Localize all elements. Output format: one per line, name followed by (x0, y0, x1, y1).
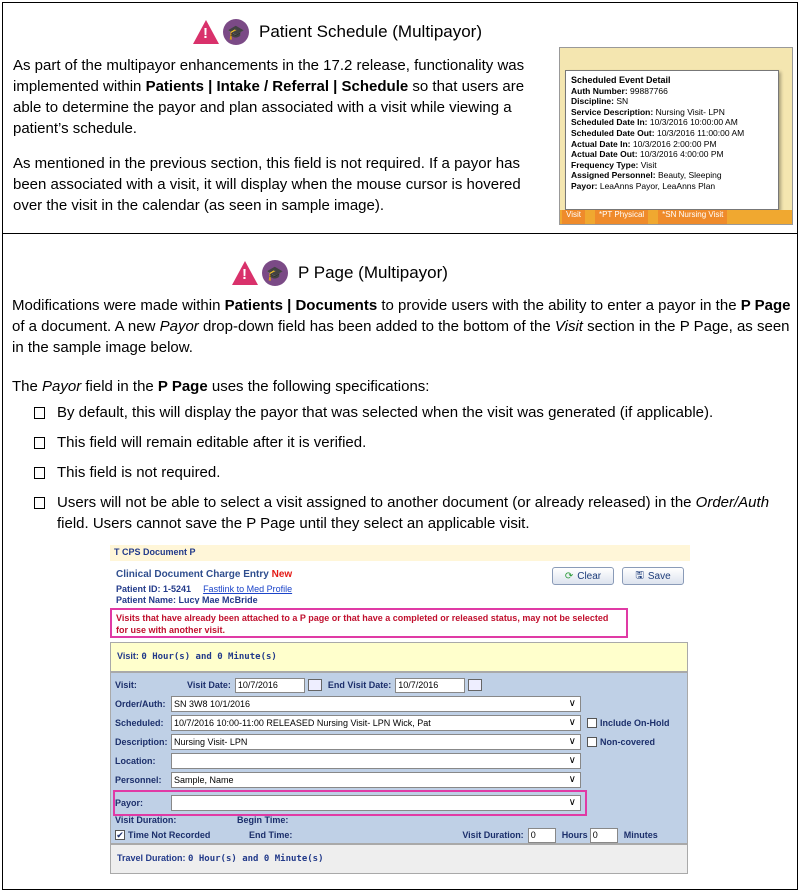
tooltip-row: Discipline: SN (571, 96, 629, 107)
section-title: Patient Schedule (Multipayor) (259, 22, 483, 41)
ppage-paragraph-1: Modifications were made within Patients | Documents to provide users with the ability to enter a payor in the P Page of a document. A new Payor drop-down field has been added to the bottom of the Visit section in the P Page, as seen in the sample image below. (12, 297, 791, 356)
graduation-cap-icon: 🎓 (223, 19, 249, 45)
schedule-tooltip-sample-image (559, 47, 793, 225)
tooltip-row: Scheduled Date In: 10/3/2016 10:00:00 AM (571, 117, 738, 128)
visit-date-row: Visit: Visit Date: 10/7/2016 End Visit Date: 10/7/2016 (115, 677, 482, 693)
calendar-item[interactable]: *SN Nursing Visit (658, 210, 727, 224)
tooltip-row: Frequency Type: Visit (571, 159, 657, 170)
include-onhold-checkbox[interactable] (587, 718, 597, 728)
calendar-item[interactable]: *PT Physical (595, 210, 648, 224)
graduation-cap-icon: 🎓 (262, 260, 288, 286)
non-covered-checkbox[interactable] (587, 737, 597, 747)
ppage-sample-image (110, 545, 690, 880)
scheduled-select[interactable]: 10/7/2016 10:00-11:00 RELEASED Nursing Visit- LPN Wick, Pat ∨ (171, 715, 581, 731)
tooltip-row: Auth Number: 99887766 (571, 85, 668, 96)
checkbox-bullet-icon (34, 407, 45, 419)
tooltip-row: Scheduled Date Out: 10/3/2016 11:00:00 AM (571, 127, 745, 138)
clear-button[interactable]: ⟳ Clear (552, 567, 614, 585)
include-onhold-option: Include On-Hold (587, 718, 670, 729)
payor-select[interactable] (171, 795, 581, 811)
personnel-select[interactable]: Sample, Name ∨ (171, 772, 581, 788)
location-row: Location: ∨ (115, 753, 685, 769)
scheduled-event-tooltip (565, 70, 779, 210)
time-not-recorded-option: ✔ Time Not Recorded (116, 830, 211, 840)
visit-warning-message: Visits that have already been attached to a P page or that have a completed or released status, may not be selected for use with another visit. (110, 608, 628, 638)
list-item: This field will remain editable after it is verified. (34, 432, 794, 453)
patient-schedule-section (2, 2, 798, 234)
payor-row: Payor: ∨ (115, 795, 685, 811)
section-title: P Page (Multipayor) (298, 263, 448, 282)
tooltip-header: Scheduled Event Detail (571, 75, 671, 85)
hours-input[interactable]: 0 (528, 828, 556, 843)
section-title-row (193, 19, 482, 45)
ppage-paragraph-2: The Payor field in the P Page uses the following specifications: (12, 378, 430, 395)
patient-name-row: Patient Name: Lucy Mae McBride (116, 595, 258, 604)
form-title: Clinical Document Charge Entry New (116, 569, 293, 580)
travel-duration-bar: Travel Duration: 0 Hour(s) and 0 Minute(s) (110, 844, 688, 874)
save-button[interactable]: 🖫 Save (622, 567, 684, 585)
tooltip-row: Actual Date Out: 10/3/2016 4:00:00 PM (571, 149, 724, 160)
checkbox-bullet-icon (34, 437, 45, 449)
tooltip-row: Assigned Personnel: Beauty, Sleeping (571, 170, 722, 181)
section-title-row (232, 260, 448, 286)
order-auth-row: Order/Auth: SN 3W8 10/1/2016 ∨ (115, 696, 685, 712)
non-covered-option: Non-covered (587, 737, 655, 748)
personnel-row: Personnel: Sample, Name ∨ (115, 772, 685, 788)
warning-icon (193, 20, 219, 44)
schedule-paragraph-1: As part of the multipayor enhancements in the 17.2 release, functionality was implemented within Patients | Intake / Referral | Schedule so that users are able to determine the payor and plan associated with a visit while viewing a patient’s schedule. (13, 57, 525, 137)
patient-id-row: Patient ID: 1-5241 Fastlink to Med Profile (116, 584, 293, 594)
visit-summary-bar: Visit: 0 Hour(s) and 0 Minute(s) (110, 642, 688, 672)
tooltip-row: Actual Date In: 10/3/2016 2:00:00 PM (571, 138, 717, 149)
tooltip-row: Service Description: Nursing Visit- LPN (571, 106, 725, 117)
end-visit-date-input[interactable]: 10/7/2016 (395, 678, 465, 693)
calendar-item[interactable]: Visit (562, 210, 585, 224)
calendar-icon[interactable] (468, 679, 482, 691)
warning-icon (232, 261, 258, 285)
calendar-visit-bar (560, 210, 792, 224)
visit-duration-row: Visit Duration: Begin Time: (115, 815, 289, 825)
scheduled-row: Scheduled: 10/7/2016 10:00-11:00 RELEASED Nursing Visit- LPN Wick, Pat ∨ Include On-Hold (115, 715, 685, 731)
checkbox-bullet-icon (34, 497, 45, 509)
floppy-disk-icon: 🖫 (635, 569, 644, 581)
breadcrumb: T CPS Document P (110, 545, 690, 561)
list-item: Users will not be able to select a visit assigned to another document (or already released) in the Order/Auth field. Users cannot save the P Page until they select an applicable visit. (34, 492, 794, 534)
time-not-recorded-checkbox[interactable]: ✔ (116, 830, 124, 840)
visit-panel (110, 672, 688, 844)
fastlink-med-profile-link[interactable]: Fastlink to Med Profile (203, 584, 293, 594)
description-row: Description: Nursing Visit- LPN ∨ Non-covered (115, 734, 685, 750)
time-row: ✔ Time Not Recorded End Time: Visit Duration: 0 Hours 0 Minutes (115, 827, 685, 843)
list-item: By default, this will display the payor that was selected when the visit was generated (if applicable). (34, 402, 794, 423)
order-auth-select[interactable]: SN 3W8 10/1/2016 ∨ (171, 696, 581, 712)
minutes-input[interactable]: 0 (590, 828, 618, 843)
visit-date-input[interactable]: 10/7/2016 (235, 678, 305, 693)
checkbox-bullet-icon (34, 467, 45, 479)
location-select[interactable] (171, 753, 581, 769)
specification-list (34, 402, 794, 543)
tooltip-row: Payor: LeaAnns Payor, LeaAnns Plan (571, 180, 716, 191)
description-select[interactable]: Nursing Visit- LPN ∨ (171, 734, 581, 750)
list-item: This field is not required. (34, 462, 794, 483)
schedule-paragraph-2: As mentioned in the previous section, this field is not required. If a payor has been associated with a visit, it will display when the mouse cursor is hovered over the visit in the calendar (as seen in sample image). (13, 155, 521, 214)
calendar-icon[interactable] (308, 679, 322, 691)
refresh-icon: ⟳ (564, 570, 574, 582)
